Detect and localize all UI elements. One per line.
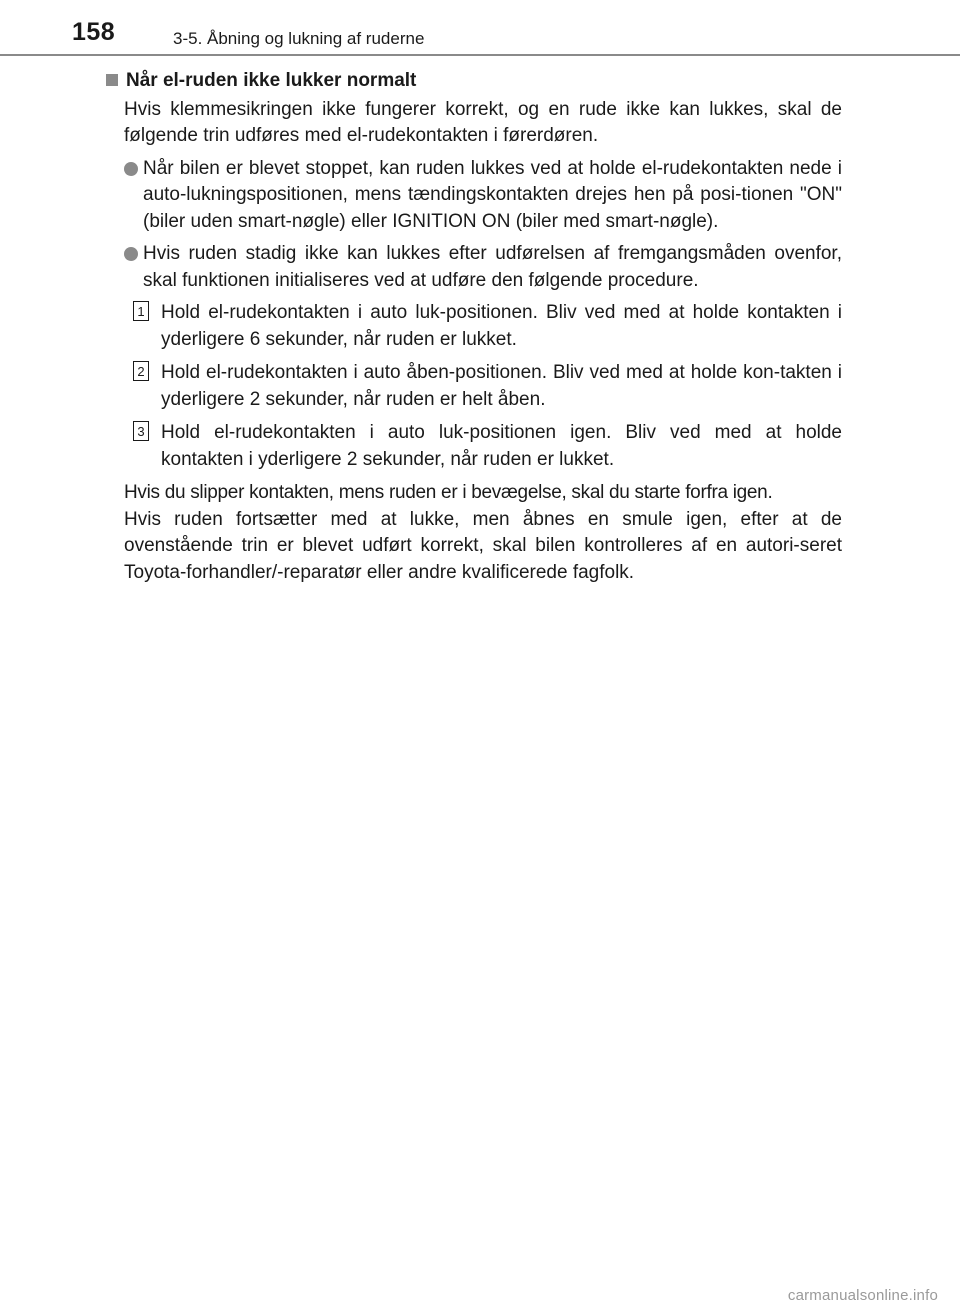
circle-bullet-icon	[124, 247, 138, 261]
square-bullet-icon	[106, 74, 118, 86]
section-heading	[106, 68, 842, 95]
step-item	[137, 300, 842, 353]
step-text: Hold el-rudekontakten i auto luk-positionen igen. Bliv ved med at holde kontakten i yderligere 2 sekunder, når ruden er lukket.	[161, 422, 842, 470]
step-number-box: 2	[133, 361, 149, 381]
intro-paragraph: Hvis klemmesikringen ikke fungerer korrekt, og en rude ikke kan lukkes, skal de følgende trin udføres med el-rudekontakten i førerdøren.	[124, 98, 842, 146]
header-divider	[0, 54, 960, 56]
note-line: Hvis ruden fortsætter med at lukke, men åbnes en smule igen, efter at de ovenstående trin er blevet udført korrekt, skal bilen kontrolleres af en autori-seret Toyota-forhandler/-reparatør eller andre kvalificerede fagfolk.	[124, 508, 842, 583]
page-number: 158	[72, 18, 116, 46]
page-content	[106, 68, 842, 586]
step-item	[137, 420, 842, 473]
step-number-box: 3	[133, 421, 149, 441]
circle-bullet-icon	[124, 162, 138, 176]
step-item	[137, 360, 842, 413]
page-header	[0, 0, 960, 48]
bullet-item	[124, 156, 842, 236]
note-line: Hvis du slipper kontakten, mens ruden er i bevægelse, skal du starte forfra igen.	[124, 482, 773, 503]
step-number-box: 1	[133, 301, 149, 321]
bullet-text: Hvis ruden stadig ikke kan lukkes efter udførelsen af fremgangsmåden ovenfor, skal funktionen initialiseres ved at udføre den følgende procedure.	[143, 243, 842, 291]
procedure-steps	[137, 300, 842, 473]
watermark-text: carmanualsonline.info	[787, 1287, 938, 1304]
bullet-item	[124, 241, 842, 294]
step-text: Hold el-rudekontakten i auto luk-positionen. Bliv ved med at holde kontakten i yderligere 6 sekunder, når ruden er lukket.	[161, 302, 842, 350]
section-title-text: Når el-ruden ikke lukker normalt	[126, 70, 417, 91]
bullet-text: Når bilen er blevet stoppet, kan ruden lukkes ved at holde el-rudekontakten nede i auto-lukningspositionen, mens tændingskontakten drejes hen på posi-tionen "ON" (biler uden smart-nøgle) eller IGNITION ON (biler med smart-nøgle).	[143, 157, 842, 232]
step-text: Hold el-rudekontakten i auto åben-positionen. Bliv ved med at holde kon-takten i yderligere 2 sekunder, når ruden er helt åben.	[161, 362, 842, 410]
note-paragraph	[124, 480, 842, 586]
chapter-title: 3-5. Åbning og lukning af ruderne	[173, 29, 425, 48]
